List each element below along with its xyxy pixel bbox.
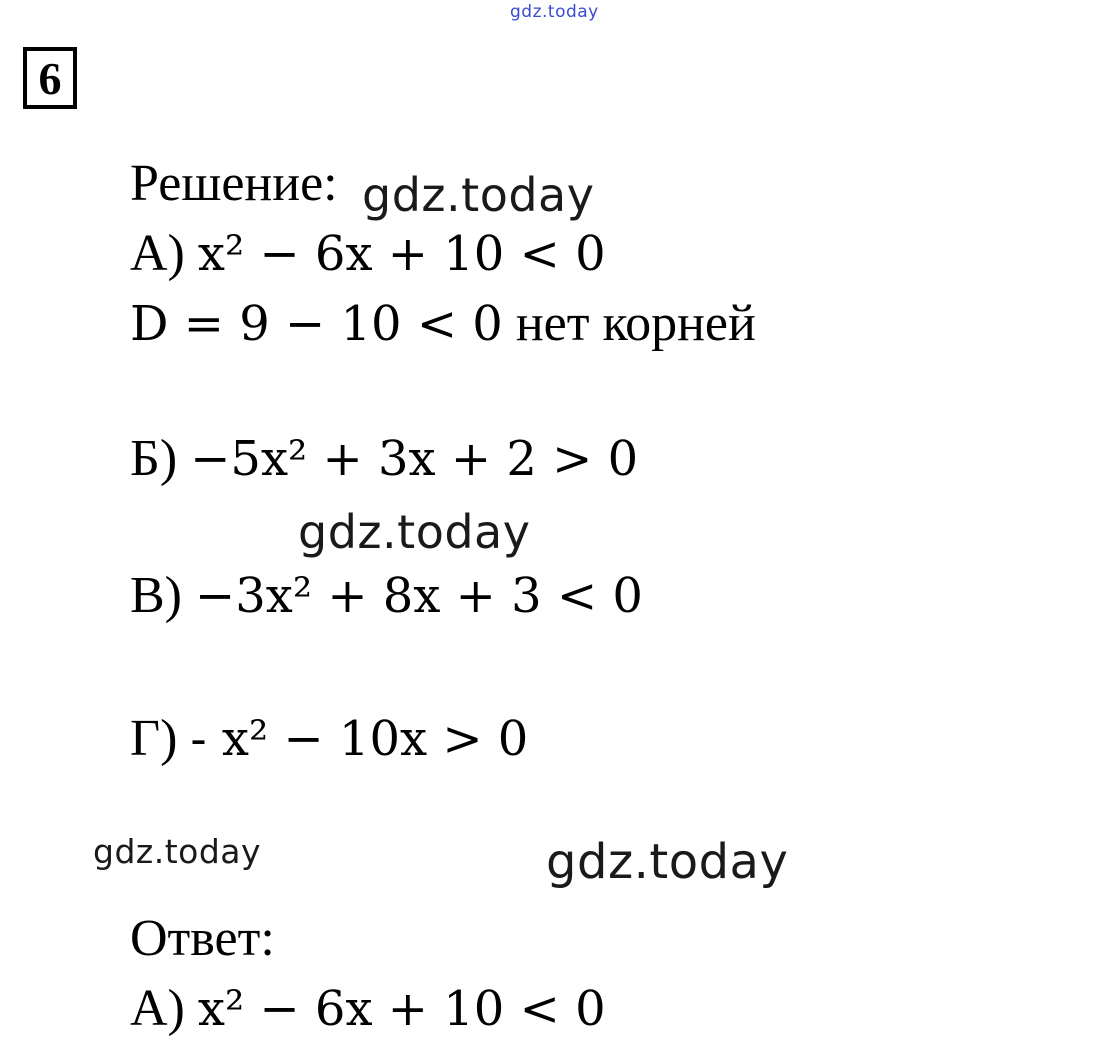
watermark-top: gdz.today	[510, 2, 599, 22]
item-g-expr: - x² − 10x > 0	[190, 711, 529, 767]
discriminant-expr: D = 9 − 10 < 0	[130, 296, 503, 352]
item-v-expr: −3x² + 8x + 3 < 0	[195, 568, 643, 624]
answer-item-a	[130, 980, 606, 1037]
task-number-box	[23, 47, 77, 109]
watermark-1: gdz.today	[362, 168, 595, 222]
solution-heading	[130, 155, 338, 212]
task-number: 6	[38, 52, 62, 104]
item-a	[130, 225, 606, 282]
answer-item-expr: x² − 6x + 10 < 0	[197, 981, 606, 1037]
watermark-3: gdz.today	[93, 832, 262, 871]
item-a-label: А)	[130, 225, 185, 282]
item-v	[130, 567, 643, 624]
item-g	[130, 710, 529, 767]
item-b	[130, 430, 639, 487]
item-a-expr: x² − 6x + 10 < 0	[197, 226, 606, 282]
watermark-4: gdz.today	[546, 834, 789, 890]
item-b-label: Б)	[130, 430, 178, 487]
answer-heading	[130, 910, 275, 967]
item-g-label: Г)	[130, 710, 178, 767]
answer-item-label: А)	[130, 980, 185, 1037]
solution-label: Решение:	[130, 155, 338, 212]
item-v-label: В)	[130, 567, 182, 624]
answer-label: Ответ:	[130, 910, 275, 967]
discriminant-note: нет корней	[515, 295, 756, 352]
watermark-2: gdz.today	[298, 505, 531, 559]
discriminant-line	[130, 295, 756, 352]
item-b-expr: −5x² + 3x + 2 > 0	[190, 431, 639, 487]
